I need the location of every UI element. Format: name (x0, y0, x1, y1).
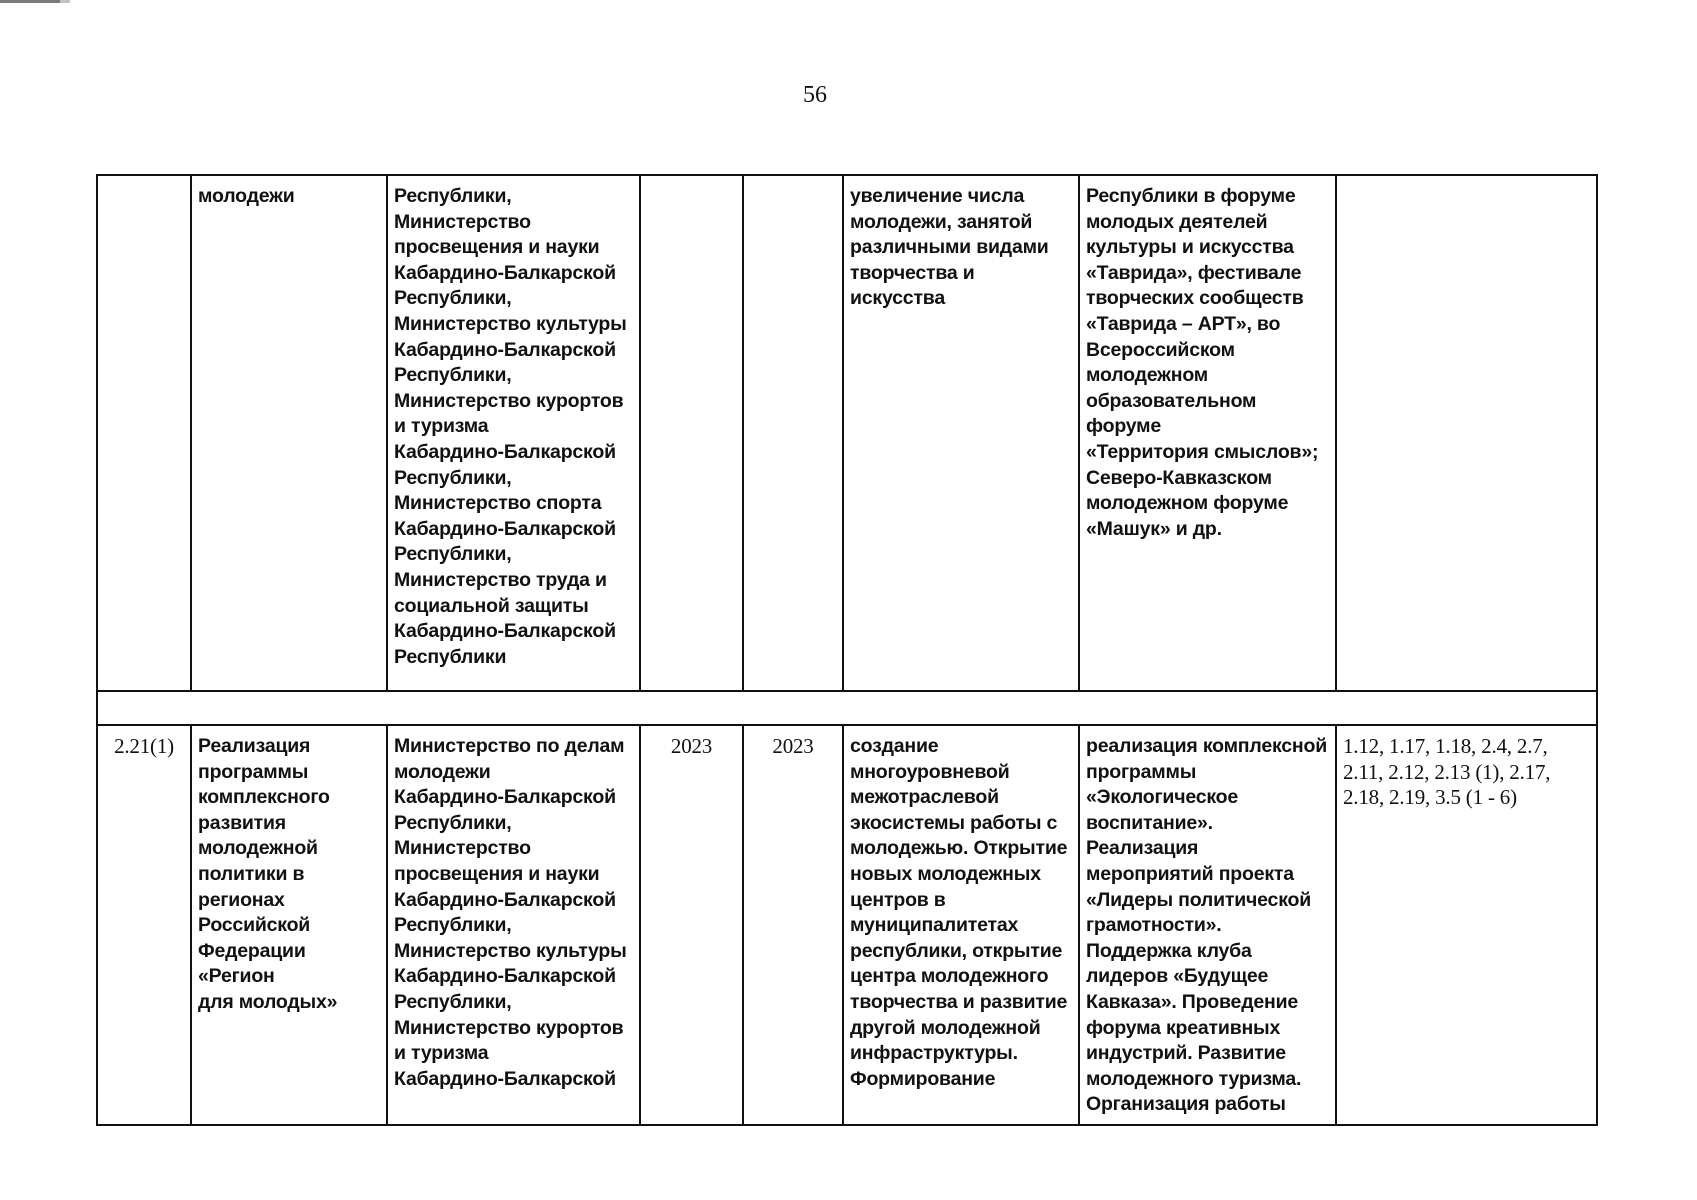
item-number-cell: 2.21(1) (97, 725, 191, 1125)
indicator-link-cell: 1.12, 1.17, 1.18, 2.4, 2.7, 2.11, 2.12, 2.13 (1), 2.17, 2.18, 2.19, 3.5 (1 - 6) (1336, 725, 1597, 1125)
table-row (97, 175, 1597, 691)
page-number: 56 (803, 82, 827, 108)
responsible-executor-cell: Министерство по делам молодежи Кабардино-Балкарской Республики, Министерство просвещения и науки Кабардино-Балкарской Республики, Министерство культуры Кабардино-Балкарской Республики, Министерство курортов и туризма Кабардино-Балкарской (387, 725, 640, 1125)
item-number-cell (97, 175, 191, 691)
end-year-cell: 2023 (743, 725, 843, 1125)
indicator-link-cell (1336, 175, 1597, 691)
start-year-cell: 2023 (640, 725, 743, 1125)
table-row (97, 725, 1597, 1125)
table-spacer-row (97, 691, 1597, 725)
empty-merged-cell (97, 691, 1597, 725)
start-year-cell (640, 175, 743, 691)
main-directions-cell: Республики в форуме молодых деятелей культуры и искусства «Таврида», фестивале творческих сообществ «Таврида – АРТ», во Всероссийском молодежном образовательном форуме «Территория смыслов»; Северо-Кавказском молодежном форуме «Машук» и др. (1079, 175, 1336, 691)
end-year-cell (743, 175, 843, 691)
main-directions-cell: реализация комплексной программы «Экологическое воспитание». Реализация мероприятий проекта «Лидеры политической грамотности». Поддержка клуба лидеров «Будущее Кавказа». Проведение форума креативных индустрий. Развитие молодежного туризма. Организация работы (1079, 725, 1336, 1125)
scan-edge-line (0, 0, 1660, 3)
responsible-executor-cell: Республики, Министерство просвещения и науки Кабардино-Балкарской Республики, Министерство культуры Кабардино-Балкарской Республики, Министерство курортов и туризма Кабардино-Балкарской Республики, Министерство спорта Кабардино-Балкарской Республики, Министерство труда и социальной защиты Кабардино-Балкарской Республики (387, 175, 640, 691)
expected-result-cell: увеличение числа молодежи, занятой различными видами творчества и искусства (843, 175, 1079, 691)
measures-table (96, 174, 1598, 1126)
measure-name-cell: Реализация программы комплексного развития молодежной политики в регионах Российской Федерации «Регион для молодых» (191, 725, 387, 1125)
measure-name-cell: молодежи (191, 175, 387, 691)
expected-result-cell: создание многоуровневой межотраслевой экосистемы работы с молодежью. Открытие новых молодежных центров в муниципалитетах республики, открытие центра молодежного творчества и развитие другой молодежной инфраструктуры. Формирование (843, 725, 1079, 1125)
